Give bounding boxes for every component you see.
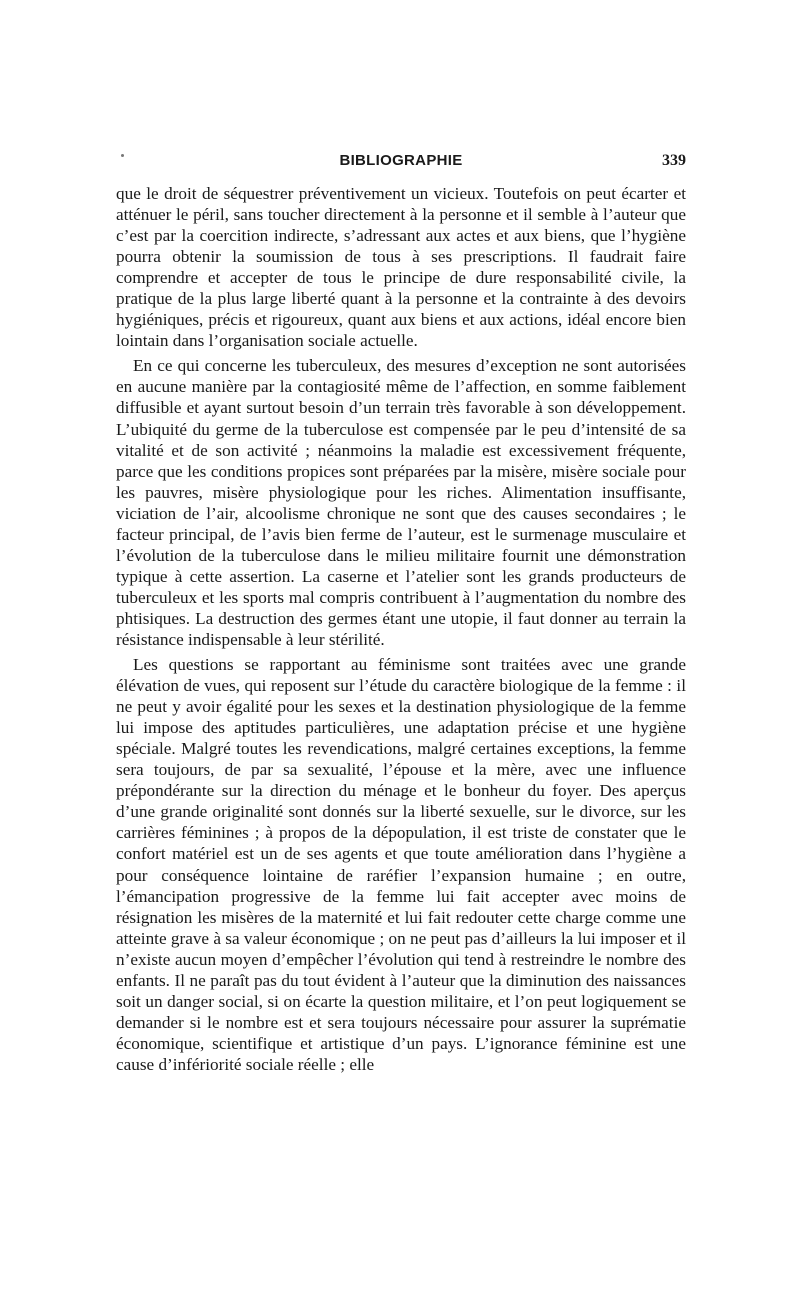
- page-number: 339: [662, 152, 686, 169]
- paragraph-feminism: Les questions se rapportant au féminisme sont traitées avec une grande élévation de vues, qui reposent sur l’étude du caractère biologique de la femme : il ne peut y avoir égalité pour les sexes et la destination physiologique de la femme lui impose des aptitudes particulières, une adaptation précise et une hygiène spéciale. Malgré toutes les revendications, malgré certaines exceptions, la femme sera toujours, de par sa sexualité, l’épouse et la mère, avec une influence prépondérante sur la direction du ménage et le bonheur du foyer. Des aperçus d’une grande originalité sont donnés sur la liberté sexuelle, sur le divorce, sur les carrières féminines ; à propos de la dépopulation, il est triste de constater que le confort matériel est un de ses agents et que toute amélioration dans l’hygiène a pour conséquence lointaine de raréfier l’expansion humaine ; en outre, l’émancipation progressive de la femme lui fait accepter avec moins de résignation les misères de la maternité et lui fait redouter cette charge comme une atteinte grave à sa valeur économique ; on ne peut pas d’ailleurs la lui imposer et il n’existe aucun moyen d’empêcher l’évolution qui tend à restreindre le nombre des enfants. Il ne paraît pas du tout évident à l’auteur que la diminution des naissances soit un danger social, si on écarte la question militaire, et l’on peut logiquement se demander si le nombre est et sera toujours nécessaire pour assurer la suprématie économique, scientifique et artistique d’un pays. L’ignorance féminine est une cause d’infériorité sociale réelle ; elle: [116, 655, 686, 1074]
- running-title: BIBLIOGRAPHIE: [339, 152, 463, 169]
- paragraph-tuberculosis: En ce qui concerne les tuberculeux, des mesures d’exception ne sont autorisées en aucune manière par la contagiosité même de l’affection, en somme faiblement diffusible et ayant surtout besoin d’un terrain très favorable à son développement. L’ubiquité du germe de la tuberculose est compensée par le peu d’intensité de sa vitalité et de son activité ; néanmoins la maladie est excessivement fréquente, parce que les conditions propices sont préparées par la misère, misère sociale pour les pauvres, misère physiologique pour les riches. Alimentation insuffisante, viciation de l’air, alcoolisme chronique ne sont que des causes secondaires ; le facteur principal, de l’avis bien ferme de l’auteur, est le surmenage musculaire et l’évolution de la tuberculose dans le milieu militaire fournit une démonstration typique à cette assertion. La caserne et l’atelier sont les grands producteurs de tuberculeux et les sports mal compris contribuent à l’augmentation du nombre des phtisiques. La destruction des germes étant une utopie, il faut donner au terrain la résistance indispensable à leur stérilité.: [116, 356, 686, 649]
- body-text: [116, 183, 686, 1075]
- page-header: [116, 150, 686, 174]
- paragraph-continuation: que le droit de séquestrer préventivement un vicieux. Toutefois on peut écarter et atténuer le péril, sans toucher directement à la personne et il semble à l’auteur que c’est par la coercition indirecte, s’adressant aux actes et aux biens, que l’hygiène pourra obtenir la soumission de tous à ses prescriptions. Il faudrait faire comprendre et accepter de tous le principe de dure responsabilité civile, la pratique de la plus large liberté quant à la personne et la contrainte à des devoirs hygiéniques, précis et rigoureux, quant aux biens et aux actions, idéal encore bien lointain dans l’organisation sociale actuelle.: [116, 184, 686, 351]
